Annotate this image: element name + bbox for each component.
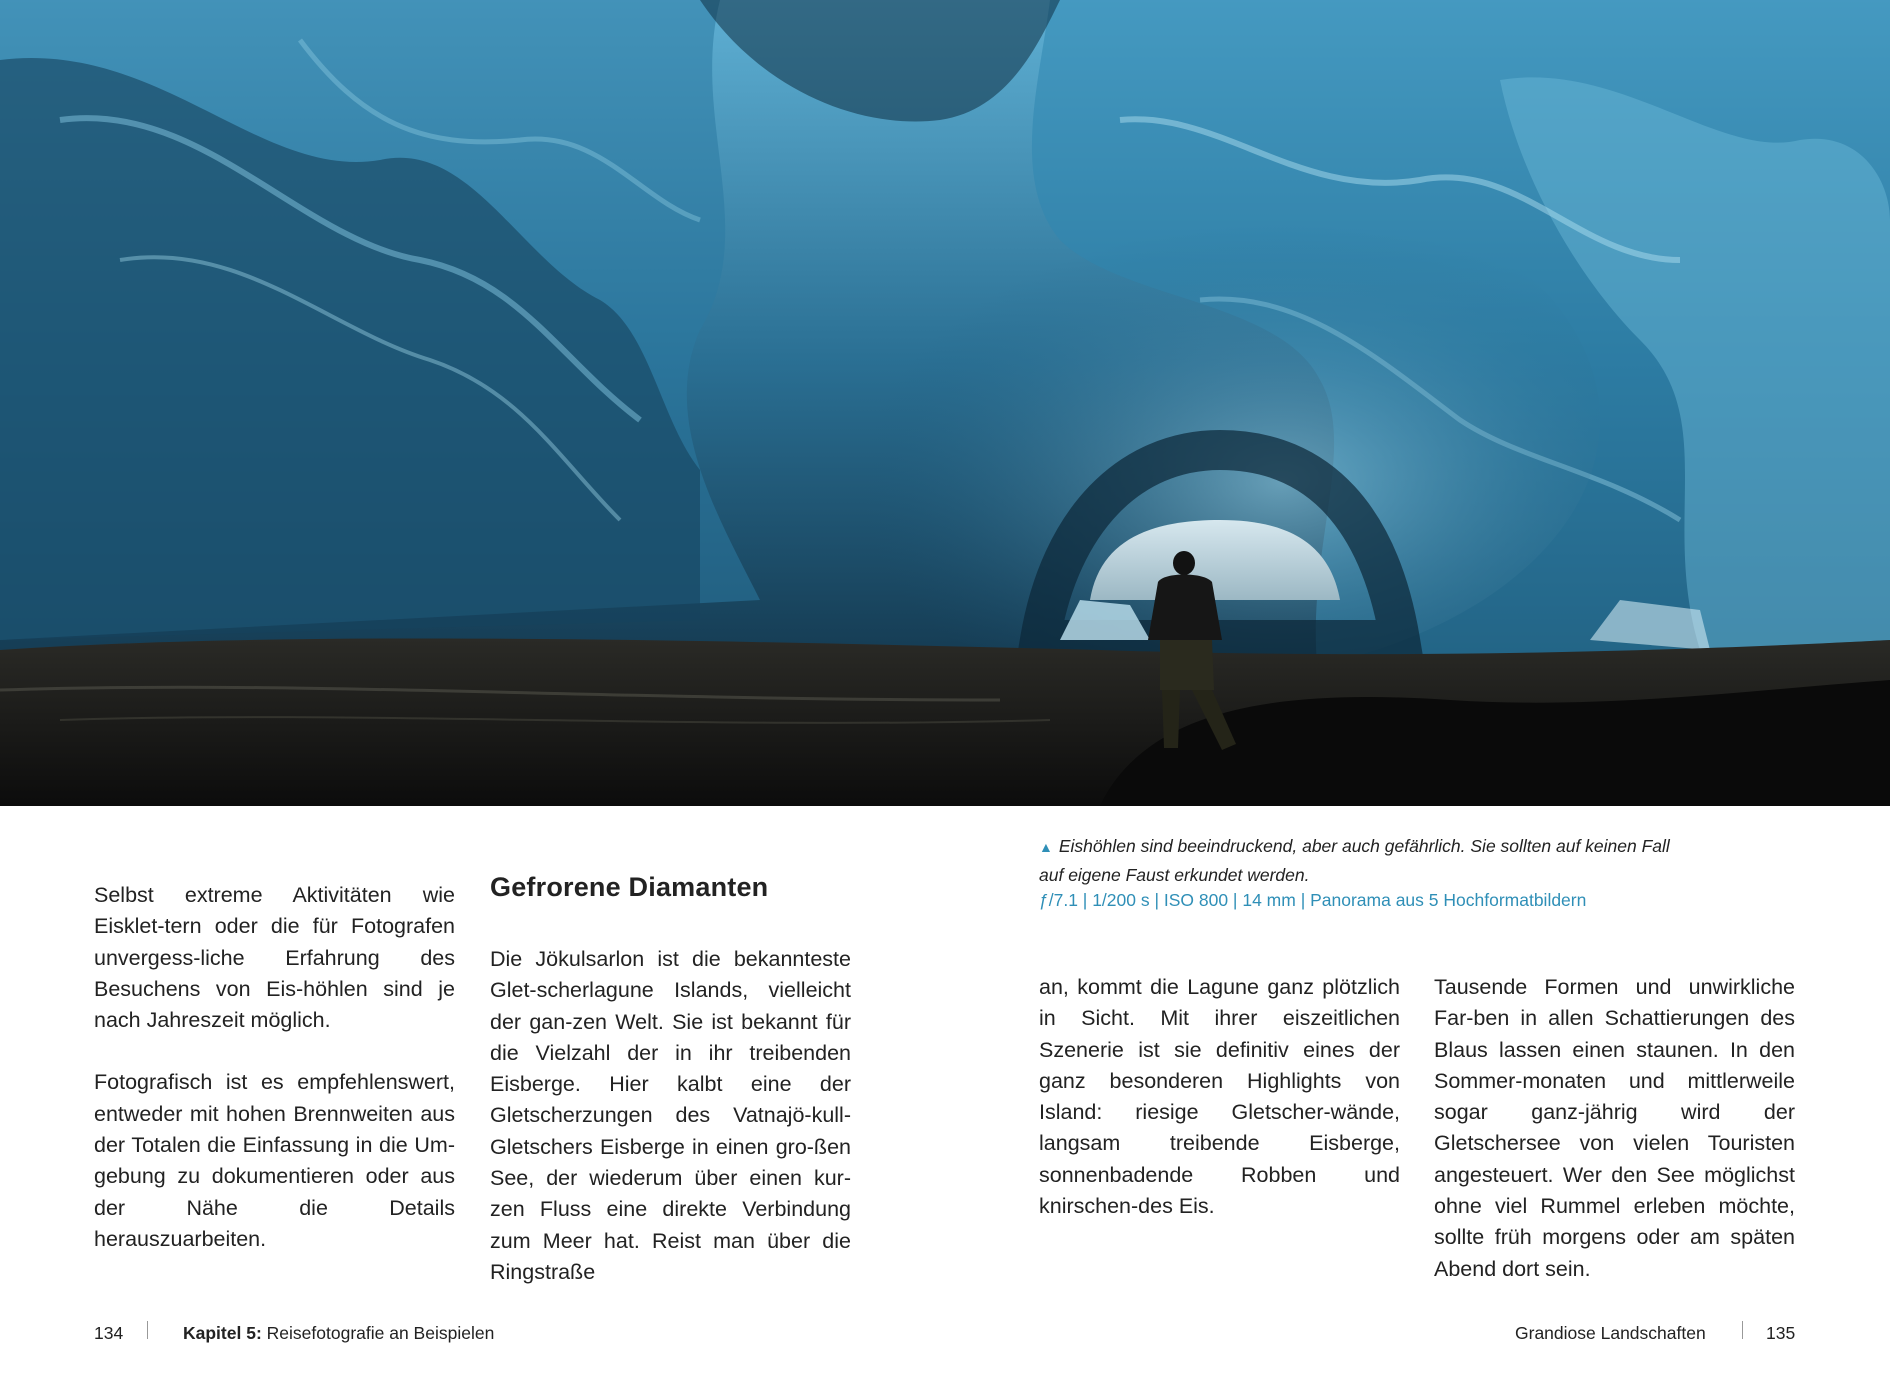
caption-text: Eishöhlen sind beeindruckend, aber auch gefährlich. Sie sollten auf keinen Fall auf eigene Faust erkundet werden.	[1039, 836, 1670, 885]
caption-triangle-icon: ▲	[1039, 839, 1053, 855]
paragraph: Selbst extreme Aktivitäten wie Eisklet-tern oder die für Fotografen unvergess-liche Erfahrung des Besuchens von Eis-höhlen sind je nach Jahreszeit möglich.	[94, 883, 455, 1033]
paragraph: Die Jökulsarlon ist die bekannteste Glet-scherlagune Islands, vielleicht der gan-zen Welt. Sie ist bekannt für die Vielzahl der in ihr treibenden Eisberge. Hier kalbt eine der Gletscherzungen des Vatnajö-kull-Gletschers Eisberge in einen gro-ßen See, der wiederum über einen kur-zen Fluss eine direkte Verbindung zum Meer hat. Reist man über die Ringstraße	[490, 947, 851, 1284]
paragraph: Tausende Formen und unwirkliche Far-ben in allen Schattierungen des Blaus lassen einen staunen. In den Sommer-monaten und mittlerweile sogar ganz-jährig wird der Gletschersee von vielen Touristen angesteuert. Wer den See möglichst ohne viel Rummel erleben möchte, sollte früh morgens oder am späten Abend dort sein.	[1434, 975, 1795, 1281]
footer-divider	[1742, 1321, 1743, 1339]
exif-data: ƒ/7.1 | 1/200 s | ISO 800 | 14 mm | Panorama aus 5 Hochformatbildern	[1039, 890, 1587, 910]
paragraph: an, kommt die Lagune ganz plötzlich in Sicht. Mit ihrer eiszeitlichen Szenerie ist sie definitiv eines der ganz besonderen Highlights von Island: riesige Gletscher-wände, langsam treibende Eisberge, sonnenbadende Robben und knirschen-des Eis.	[1039, 975, 1400, 1219]
running-head-left	[183, 1323, 494, 1344]
section-heading: Gefrorene Diamanten	[490, 872, 769, 902]
photo-caption	[1039, 832, 1679, 889]
text-column-1	[94, 880, 455, 1255]
chapter-title: Reisefotografie an Beispielen	[266, 1323, 495, 1343]
page-number-left: 134	[94, 1323, 124, 1343]
footer-divider	[147, 1321, 148, 1339]
page-number-right: 135	[1766, 1323, 1796, 1343]
running-head-right: Grandiose Landschaften	[1515, 1323, 1706, 1343]
text-column-2	[490, 944, 851, 1288]
chapter-label: Kapitel 5:	[183, 1323, 262, 1343]
paragraph: Fotografisch ist es empfehlenswert, entweder mit hohen Brennweiten aus der Totalen die Einfassung in die Um-gebung zu dokumentieren oder aus der Nähe die Details herauszuarbeiten.	[94, 1070, 455, 1251]
text-column-4	[1434, 972, 1795, 1285]
text-column-3	[1039, 972, 1400, 1222]
